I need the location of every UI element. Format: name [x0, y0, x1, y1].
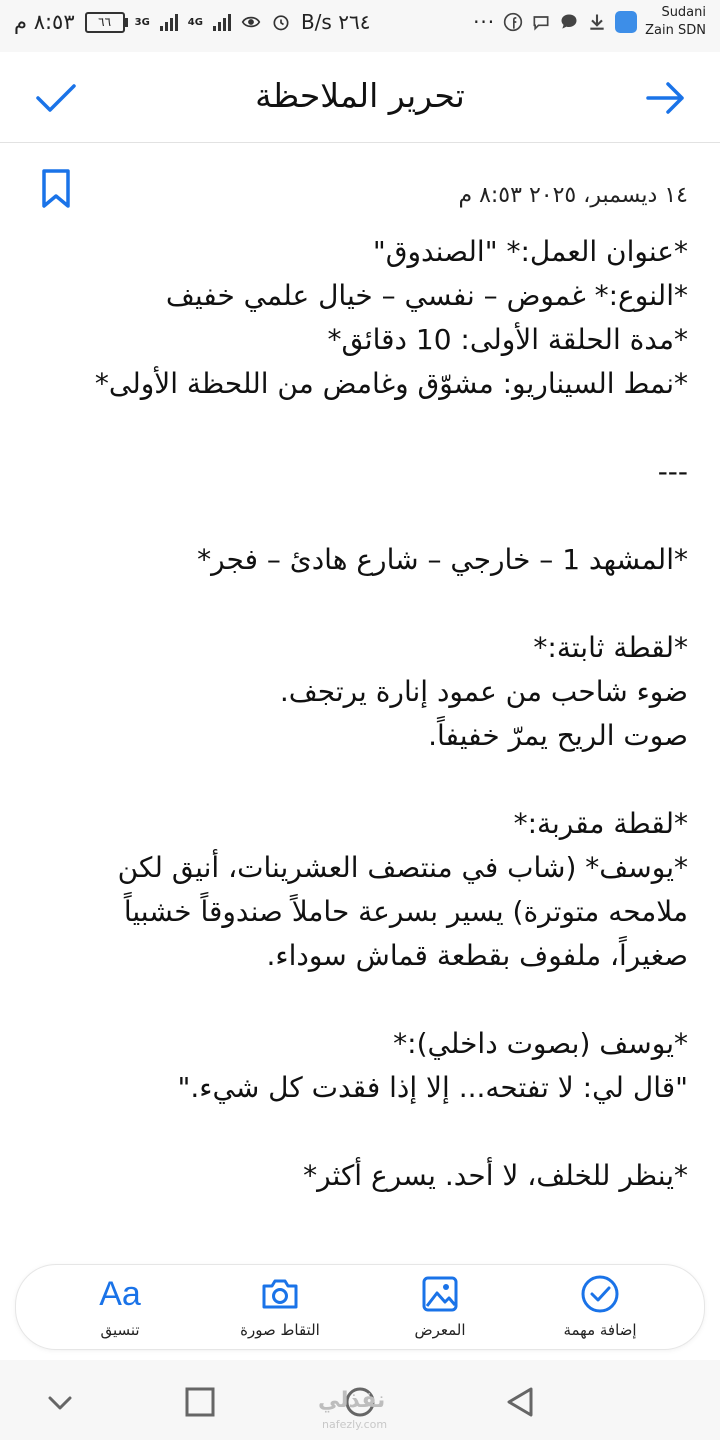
note-line — [68, 582, 688, 626]
gallery-image-icon — [419, 1273, 461, 1315]
format-button[interactable] — [40, 1273, 200, 1339]
carrier-info — [645, 4, 706, 40]
note-line: --- — [657, 455, 688, 488]
alarm-icon — [271, 12, 291, 32]
gallery-button[interactable] — [360, 1273, 520, 1339]
carrier-name: Sudani — [661, 5, 706, 20]
carrier-network: Zain SDN — [645, 23, 706, 38]
signal-3g-icon — [160, 13, 178, 31]
download-icon — [587, 12, 607, 32]
vpn-shield-icon — [615, 11, 637, 33]
forward-arrow-icon[interactable] — [644, 76, 688, 120]
chat-icon — [559, 12, 579, 32]
messenger-icon — [531, 12, 551, 32]
check-circle-icon — [579, 1273, 621, 1315]
note-line: *لقطة مقربة:* — [513, 807, 688, 840]
note-line: ملامحه متوترة) يسير بسرعة حاملاً صندوقاً خشبياً — [123, 895, 688, 928]
note-line: ضوء شاحب من عمود إنارة يرتجف. — [279, 675, 688, 708]
note-line: *يوسف* (شاب في منتصف العشرينات، أنيق لكن — [117, 851, 688, 884]
note-line: *مدة الحلقة الأولى: 10 دقائق* — [327, 323, 688, 356]
editor-header — [0, 52, 720, 143]
note-body[interactable] — [68, 230, 688, 1198]
note-line: صغيراً، ملفوف بقطعة قماش سوداء. — [266, 939, 688, 972]
note-line — [68, 494, 688, 538]
eye-icon — [241, 12, 261, 32]
take-photo-label: التقاط صورة — [240, 1321, 320, 1339]
note-line: *نمط السيناريو: مشوّق وغامض من اللحظة الأولى* — [94, 367, 688, 400]
watermark-logo: نفذلي — [318, 1388, 386, 1413]
status-left — [14, 10, 370, 34]
status-bar — [0, 0, 720, 52]
back-triangle-icon[interactable] — [500, 1382, 540, 1422]
take-photo-button[interactable] — [200, 1273, 360, 1339]
editor-toolbar — [16, 1265, 704, 1349]
bookmark-icon[interactable] — [40, 168, 72, 210]
format-label: تنسيق — [100, 1321, 140, 1339]
note-line: *النوع:* غموض – نفسي – خيال علمي خفيف — [165, 279, 688, 312]
note-line — [68, 406, 688, 450]
note-date: ١٤ ديسمبر، ٢٠٢٥ ٨:٥٣ م — [458, 183, 688, 208]
note-line: *ينظر للخلف، لا أحد. يسرع أكثر* — [303, 1159, 688, 1192]
watermark-url: nafezly.com — [322, 1418, 388, 1431]
more-notifications-icon: ··· — [473, 10, 496, 34]
battery-icon: ٦٦ — [85, 12, 125, 33]
signal-4g-icon — [213, 13, 231, 31]
network-4g-label: 4G — [187, 16, 203, 28]
status-time: ٨:٥٣ م — [14, 10, 75, 34]
note-line: *لقطة ثابتة:* — [533, 631, 688, 664]
page-title: تحرير الملاحظة — [255, 76, 465, 115]
note-line — [68, 758, 688, 802]
facebook-icon — [503, 12, 523, 32]
format-text-icon: Aa — [99, 1275, 141, 1313]
note-line: "قال لي: لا تفتحه... إلا إذا فقدت كل شيء." — [177, 1071, 688, 1104]
status-right — [473, 4, 706, 40]
add-task-button[interactable] — [520, 1273, 680, 1339]
camera-icon — [259, 1273, 301, 1315]
recents-square-icon[interactable] — [180, 1382, 220, 1422]
note-line: *يوسف (بصوت داخلي):* — [393, 1027, 688, 1060]
network-speed: ٢٦٤ B/s — [300, 10, 371, 34]
note-line: *عنوان العمل:* "الصندوق" — [372, 235, 688, 268]
add-task-label: إضافة مهمة — [563, 1321, 637, 1339]
gallery-label: المعرض — [414, 1321, 466, 1339]
note-line — [68, 1110, 688, 1154]
note-line: *المشهد 1 – خارجي – شارع هادئ – فجر* — [197, 543, 688, 576]
note-line: صوت الريح يمرّ خفيفاً. — [428, 719, 688, 752]
network-3g-label: 3G — [134, 16, 150, 28]
note-line — [68, 978, 688, 1022]
chevron-down-icon[interactable] — [40, 1382, 80, 1422]
